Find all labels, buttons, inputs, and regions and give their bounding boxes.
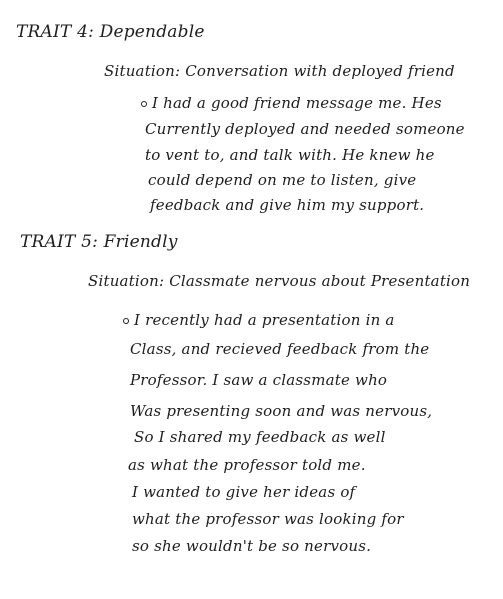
trait-4-line-5: feedback and give him my support. (150, 196, 425, 214)
trait-5-heading: TRAIT 5: Friendly (20, 232, 178, 252)
trait-4-line-2: Currently deployed and needed someone (145, 120, 465, 138)
trait-4-heading: TRAIT 4: Dependable (16, 22, 205, 42)
trait-4-situation: Situation: Conversation with deployed friend (104, 62, 455, 80)
trait-5-line-8: what the professor was looking for (132, 510, 404, 528)
trait-4-line-3: to vent to, and talk with. He knew he (145, 146, 435, 164)
trait-4-bullet (141, 101, 147, 107)
trait-5-line-4: Was presenting soon and was nervous, (130, 402, 433, 420)
trait-5-situation: Situation: Classmate nervous about Presentation (88, 272, 471, 290)
trait-5-line-5: So I shared my feedback as well (134, 428, 386, 446)
trait-5-line-1: I recently had a presentation in a (134, 311, 395, 329)
trait-4-line-4: could depend on me to listen, give (148, 171, 417, 189)
trait-5-line-7: I wanted to give her ideas of (132, 483, 356, 501)
trait-5-bullet (123, 318, 129, 324)
trait-5-line-2: Class, and recieved feedback from the (130, 340, 430, 358)
trait-4-line-1: I had a good friend message me. Hes (152, 94, 442, 112)
trait-5-line-6: as what the professor told me. (128, 456, 366, 474)
trait-5-line-9: so she wouldn't be so nervous. (132, 537, 372, 555)
trait-5-line-3: Professor. I saw a classmate who (130, 371, 388, 389)
